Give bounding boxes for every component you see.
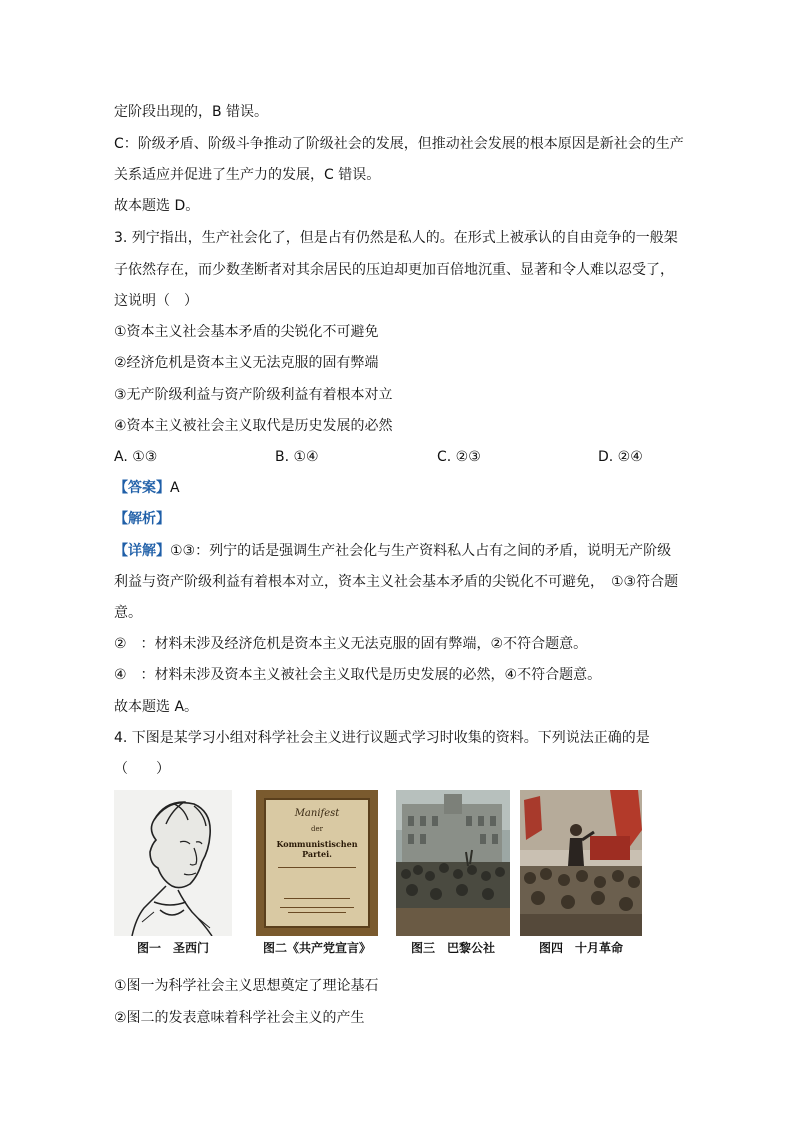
option-d: D. ②④: [598, 449, 643, 465]
october-revolution-painting-icon: [520, 790, 642, 936]
detail-line: ④ ：材料未涉及资本主义被社会主义取代是历史发展的必然，④不符合题意。: [114, 667, 602, 683]
figure-1-caption: 图一 圣西门: [136, 941, 209, 955]
manifesto-cover-sub: der: [311, 825, 323, 833]
detail-line: 利益与资产阶级利益有着根本对立，资本主义社会基本矛盾的尖锐化不可避免， ①③符合题: [114, 574, 679, 590]
paris-commune-painting-icon: [396, 790, 510, 936]
figure-paris-commune: [396, 790, 510, 936]
answer-value: A: [170, 480, 180, 496]
manifesto-cover-main: Kommunistischen Partei.: [276, 839, 358, 859]
question-4-paren: （ ）: [114, 761, 170, 777]
text-line: 关系适应并促进了生产力的发展，C 错误。: [114, 167, 381, 183]
detail-line: 意。: [114, 605, 142, 621]
detail-label: 【详解】: [114, 543, 170, 559]
statement-4: ④资本主义被社会主义取代是历史发展的必然: [114, 418, 393, 434]
question-3-stem: 这说明（ ）: [114, 293, 198, 309]
option-b: B. ①④: [275, 449, 319, 465]
answer-line: [114, 478, 180, 498]
figure-3-caption: 图三 巴黎公社: [410, 941, 495, 955]
text-line: 定阶段出现的，B 错误。: [114, 104, 269, 120]
detail-line: 【详解】①③：列宁的话是强调生产社会化与生产资料私人占有之间的矛盾，说明无产阶级: [114, 543, 672, 559]
figure-communist-manifesto: [256, 790, 378, 936]
portrait-sketch-icon: [114, 790, 232, 936]
statement-3: ③无产阶级利益与资产阶级利益有着根本对立: [114, 387, 393, 403]
answer-label: 【答案】: [114, 480, 170, 496]
text-line: C：阶级矛盾、阶级斗争推动了阶级社会的发展，但推动社会发展的根本原因是新社会的生产: [114, 136, 684, 152]
analysis-label: 【解析】: [114, 511, 170, 527]
q4-statement-1: ①图一为科学社会主义思想奠定了理论基石: [114, 978, 379, 994]
option-c: C. ②③: [437, 449, 481, 465]
detail-line: ② ：材料未涉及经济危机是资本主义无法克服的固有弊端，②不符合题意。: [114, 636, 588, 652]
statement-2: ②经济危机是资本主义无法克服的固有弊端: [114, 355, 379, 371]
question-3-stem: 3. 列宁指出，生产社会化了，但是占有仍然是私人的。在形式上被承认的自由竞争的一般架: [114, 230, 678, 246]
question-4-stem: 4. 下图是某学习小组对科学社会主义进行议题式学习时收集的资料。下列说法正确的是: [114, 730, 650, 746]
text-line: 故本题选 D。: [114, 198, 200, 214]
manifesto-cover: [264, 798, 370, 928]
manifesto-cover-title: Manifest: [294, 808, 340, 819]
figure-2-caption: 图二《共产党宣言》: [262, 941, 371, 955]
figure-4-caption: 图四 十月革命: [538, 941, 623, 955]
figure-october-revolution: [520, 790, 642, 936]
detail-line: 故本题选 A。: [114, 699, 199, 715]
statement-1: ①资本主义社会基本矛盾的尖锐化不可避免: [114, 324, 379, 340]
option-a: A. ①③: [114, 449, 158, 465]
q4-statement-2: ②图二的发表意味着科学社会主义的产生: [114, 1010, 365, 1026]
question-3-stem: 子依然存在，而少数垄断者对其余居民的压迫却更加百倍地沉重、显著和令人难以忍受了，: [114, 262, 674, 278]
figure-saint-simon-portrait: [114, 790, 232, 936]
